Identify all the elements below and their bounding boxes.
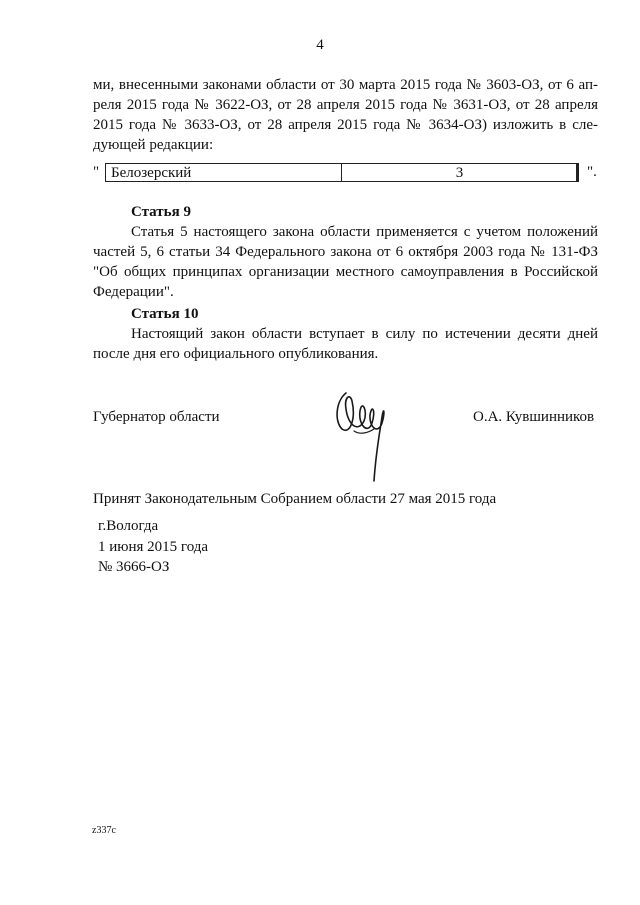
article-9-text [93, 222, 598, 302]
value-cell: 3 [455, 165, 464, 181]
article-9-line: Статья 5 настоящего закона области применяется с учетом положений [131, 224, 598, 240]
article-9-heading: Статья 9 [131, 204, 191, 220]
article-9-line: частей 5, 6 статьи 34 Федерального закона от 6 октября 2003 года № 131-ФЗ [93, 244, 598, 260]
article-9-line: "Об общих принципах организации местного самоуправления в Российской [93, 264, 598, 280]
intro-line: дующей редакции: [93, 137, 214, 153]
intro-line: реля 2015 года № 3622-ОЗ, от 28 апреля 2015 года № 3631-ОЗ, от 28 апреля [93, 97, 598, 113]
table-cells [105, 163, 579, 182]
intro-line: ми, внесенными законами области от 30 марта 2015 года № 3603-ОЗ, от 6 ап- [93, 77, 598, 93]
page-number: 4 [316, 37, 324, 53]
city: г.Вологда [98, 518, 159, 534]
article-10-heading: Статья 10 [131, 306, 199, 322]
governor-title: Губернатор области [93, 409, 220, 425]
law-number: № 3666-ОЗ [98, 559, 170, 575]
district-cell: Белозерский [106, 164, 342, 181]
signing-date: 1 июня 2015 года [98, 539, 209, 555]
signature-image [332, 385, 398, 483]
intro-line: 2015 года № 3633-ОЗ, от 28 апреля 2015 года № 3634-ОЗ) изложить в сле- [93, 117, 598, 133]
district-table-row [93, 162, 598, 182]
adoption-line: Принят Законодательным Собранием области 27 мая 2015 года [93, 491, 497, 507]
article-10-line: после дня его официального опубликования. [93, 346, 379, 362]
footer-code: z337c [92, 825, 116, 836]
open-quote: " [93, 164, 100, 180]
intro-paragraph [93, 75, 598, 155]
article-10-text [93, 324, 598, 364]
article-9-line: Федерации". [93, 284, 174, 300]
close-quote: ". [587, 164, 597, 180]
article-10-line: Настоящий закон области вступает в силу по истечении десяти дней [131, 326, 598, 342]
governor-name: О.А. Кувшинников [473, 409, 595, 425]
